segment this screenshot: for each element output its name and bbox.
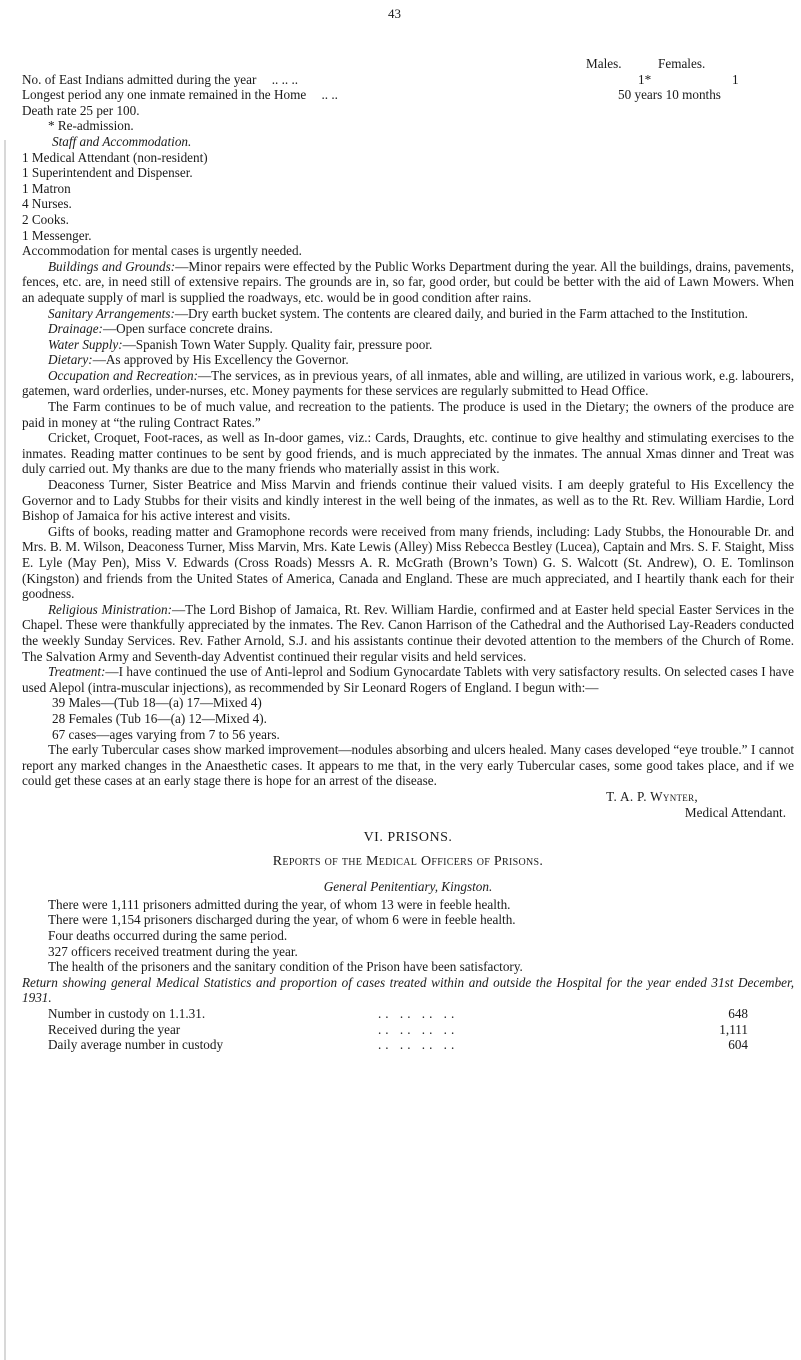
return-heading: Return showing general Medical Statistics and proportion of cases treated within and outside the Hospital for the year ended 31st December, 1931.	[22, 974, 794, 1006]
stat-label: Received during the year	[48, 1021, 181, 1037]
staff-list	[22, 150, 794, 244]
list-item: 2 Cooks.	[22, 211, 69, 227]
stat-value: 604	[728, 1037, 748, 1053]
stat-dots: .. .. .. ..	[378, 1006, 459, 1022]
row-label: No. of East Indians admitted during the year .. .. ..	[22, 71, 299, 87]
stat-value: 648	[728, 1006, 748, 1022]
list-item: 1 Messenger.	[22, 227, 92, 243]
list-item: 1 Medical Attendant (non-resident)	[22, 149, 208, 165]
table-row	[22, 72, 794, 88]
footnote: * Re-admission.	[48, 118, 134, 134]
males-header: Males.	[586, 56, 622, 71]
stat-dots: .. .. .. ..	[378, 1021, 459, 1037]
water-paragraph: Water Supply:—Spanish Town Water Supply. Quality fair, pressure poor.	[48, 336, 433, 352]
stat-label: Number in custody on 1.1.31.	[48, 1006, 206, 1022]
stat-value: 1,111	[719, 1021, 748, 1037]
section-heading: VI. PRISONS.	[363, 830, 453, 846]
dietary-paragraph: Dietary:—As approved by His Excellency the Governor.	[48, 352, 349, 368]
list-item: 28 Females (Tub 16—(a) 12—Mixed 4).	[52, 710, 267, 726]
accommodation-note: Accommodation for mental cases is urgently needed.	[22, 243, 302, 259]
table-row	[22, 87, 794, 103]
health-paragraph: The health of the prisoners and the sanitary condition of the Prison have been satisfactory.	[48, 959, 523, 975]
stat-row	[22, 1022, 748, 1038]
signature-title: Medical Attendant.	[684, 804, 786, 820]
list-item: 39 Males—(Tub 18—(a) 17—Mixed 4)	[52, 695, 262, 711]
stat-row	[22, 1037, 748, 1053]
gifts-paragraph: Gifts of books, reading matter and Gramophone records were received from many friends, including: Lady Stubbs, the Honourable Dr. and Mrs. B. M. Wilson, Deaconess Turner, Miss Marvin, Mrs. Kate Lewis (Alley) Miss Rebecca Bestley (Lucea), Captain and Mrs. S. F. Staight, Miss E. Lyle (May Pen), Miss V. Edwards (Cross Roads) Messrs A. R. McGrath (Brown’s Town) G. S. Walcott (St. Andrew), O. E. Tomlinson (Kingston) and friends from the United States of America, Canada and England. These are much appreciated, and I heartily thank each for their goodness.	[22, 523, 794, 602]
row-values: 1* 1	[638, 71, 739, 87]
table-header	[22, 56, 794, 72]
treatment-list	[22, 695, 794, 742]
prison-line: 327 officers received treatment during the year.	[48, 943, 298, 959]
occupation-paragraph: Occupation and Recreation:—The services, as in previous years, of all inmates, able and willing, are utilized in various work, e.g. labourers, gatemen, ward orderlies, under-nurses, etc. Money payments for these services are regularly submitted to Head Office.	[22, 367, 794, 399]
prison-line: Four deaths occurred during the same period.	[48, 928, 288, 944]
list-item: 4 Nurses.	[22, 196, 72, 212]
buildings-paragraph: Buildings and Grounds:—Minor repairs were effected by the Public Works Department during the year. All the buildings, drains, pavements, fences, etc. are, in need still of extensive repairs. The grounds are in, so far, good order, but could be better with the aid of Lawn Mowers. When an adequate supply of marl is supplied the roadways, etc. would be in good condition after rains.	[22, 258, 794, 305]
row-label: Longest period any one inmate remained in the Home .. ..	[22, 87, 338, 103]
scan-edge-line	[4, 140, 6, 1360]
treatment-paragraph: Treatment:—I have continued the use of Anti-leprol and Sodium Gynocardate Tablets with very satisfactory results. On selected cases I have used Alepol (intra-muscular injections), as recommended by Sir Leonard Rogers of England. I begun with:—	[22, 664, 794, 695]
cricket-paragraph: Cricket, Croquet, Foot-races, as well as In-door games, viz.: Cards, Draughts, etc. continue to give healthy and stimulating exercises to the inmates. Reading matter continues to be sent by good friends, and is much appreciated by the inmates. The annual Xmas dinner and Treat was duly carried out. My thanks are due to the many friends who materially assist in this work.	[22, 430, 794, 477]
page-content	[22, 22, 794, 1053]
stat-label: Daily average number in custody	[48, 1037, 224, 1053]
stat-dots: .. .. .. ..	[378, 1037, 459, 1053]
page-number: 43	[388, 6, 401, 21]
prison-heading: General Penitentiary, Kingston.	[323, 879, 493, 895]
tubercular-paragraph: The early Tubercular cases show marked improvement—nodules absorbing and ulcers healed. Many cases developed “eye trouble.” I cannot report any marked changes in the Anaesthetic cases. It appears to me that, in the very early Tubercular cases, some good takes place, and if we could get these cases at an early stage there is hope for an arrest of the disease.	[22, 742, 794, 789]
females-header: Females.	[658, 56, 706, 71]
staff-heading: Staff and Accommodation.	[52, 133, 192, 149]
deaconess-paragraph: Deaconess Turner, Sister Beatrice and Miss Marvin and friends continue their valued visits. I am deeply grateful to His Excellency the Governor and to Lady Stubbs for their visits and kindly interest in the well being of the inmates, as well as to the Rt. Rev. William Hardie, Lord Bishop of Jamaica for his active interest and visits.	[22, 477, 794, 524]
prison-line: There were 1,111 prisoners admitted during the year, of whom 13 were in feeble health.	[48, 896, 511, 912]
farm-paragraph: The Farm continues to be of much value, and recreation to the patients. The produce is used in the Dietary; the owners of the produce are paid in money at “the ruling Contract Rates.”	[22, 399, 794, 430]
subsection-heading: Reports of the Medical Officers of Prisons.	[272, 853, 544, 869]
prison-line: There were 1,154 prisoners discharged during the year, of whom 6 were in feeble health.	[48, 912, 516, 928]
drainage-paragraph: Drainage:—Open surface concrete drains.	[48, 321, 273, 337]
signature-name: T. A. P. Wynter,	[606, 788, 698, 804]
list-item: 1 Superintendent and Dispenser.	[22, 165, 193, 181]
sanitary-paragraph: Sanitary Arrangements:—Dry earth bucket system. The contents are cleared daily, and buried in the Farm attached to the Institution.	[48, 305, 748, 321]
list-item: 1 Matron	[22, 180, 71, 196]
stat-row	[22, 1006, 748, 1022]
death-rate: Death rate 25 per 100.	[22, 102, 140, 118]
row-values: 50 years 10 months	[618, 87, 721, 103]
list-item: 67 cases—ages varying from 7 to 56 years.	[52, 726, 280, 742]
religious-paragraph: Religious Ministration:—The Lord Bishop of Jamaica, Rt. Rev. William Hardie, confirmed and at Easter held special Easter Services in the Chapel. These were thankfully appreciated by the inmates. The Rev. Canon Harrison of the Cathedral and the Authorised Lay-Readers conducted the weekly Sunday Services. Rev. Father Arnold, S.J. and his assistants continue their devoted attention to the members of the Church of Rome. The Salvation Army and Seventh-day Adventist continued their regular visits and held services.	[22, 601, 794, 664]
